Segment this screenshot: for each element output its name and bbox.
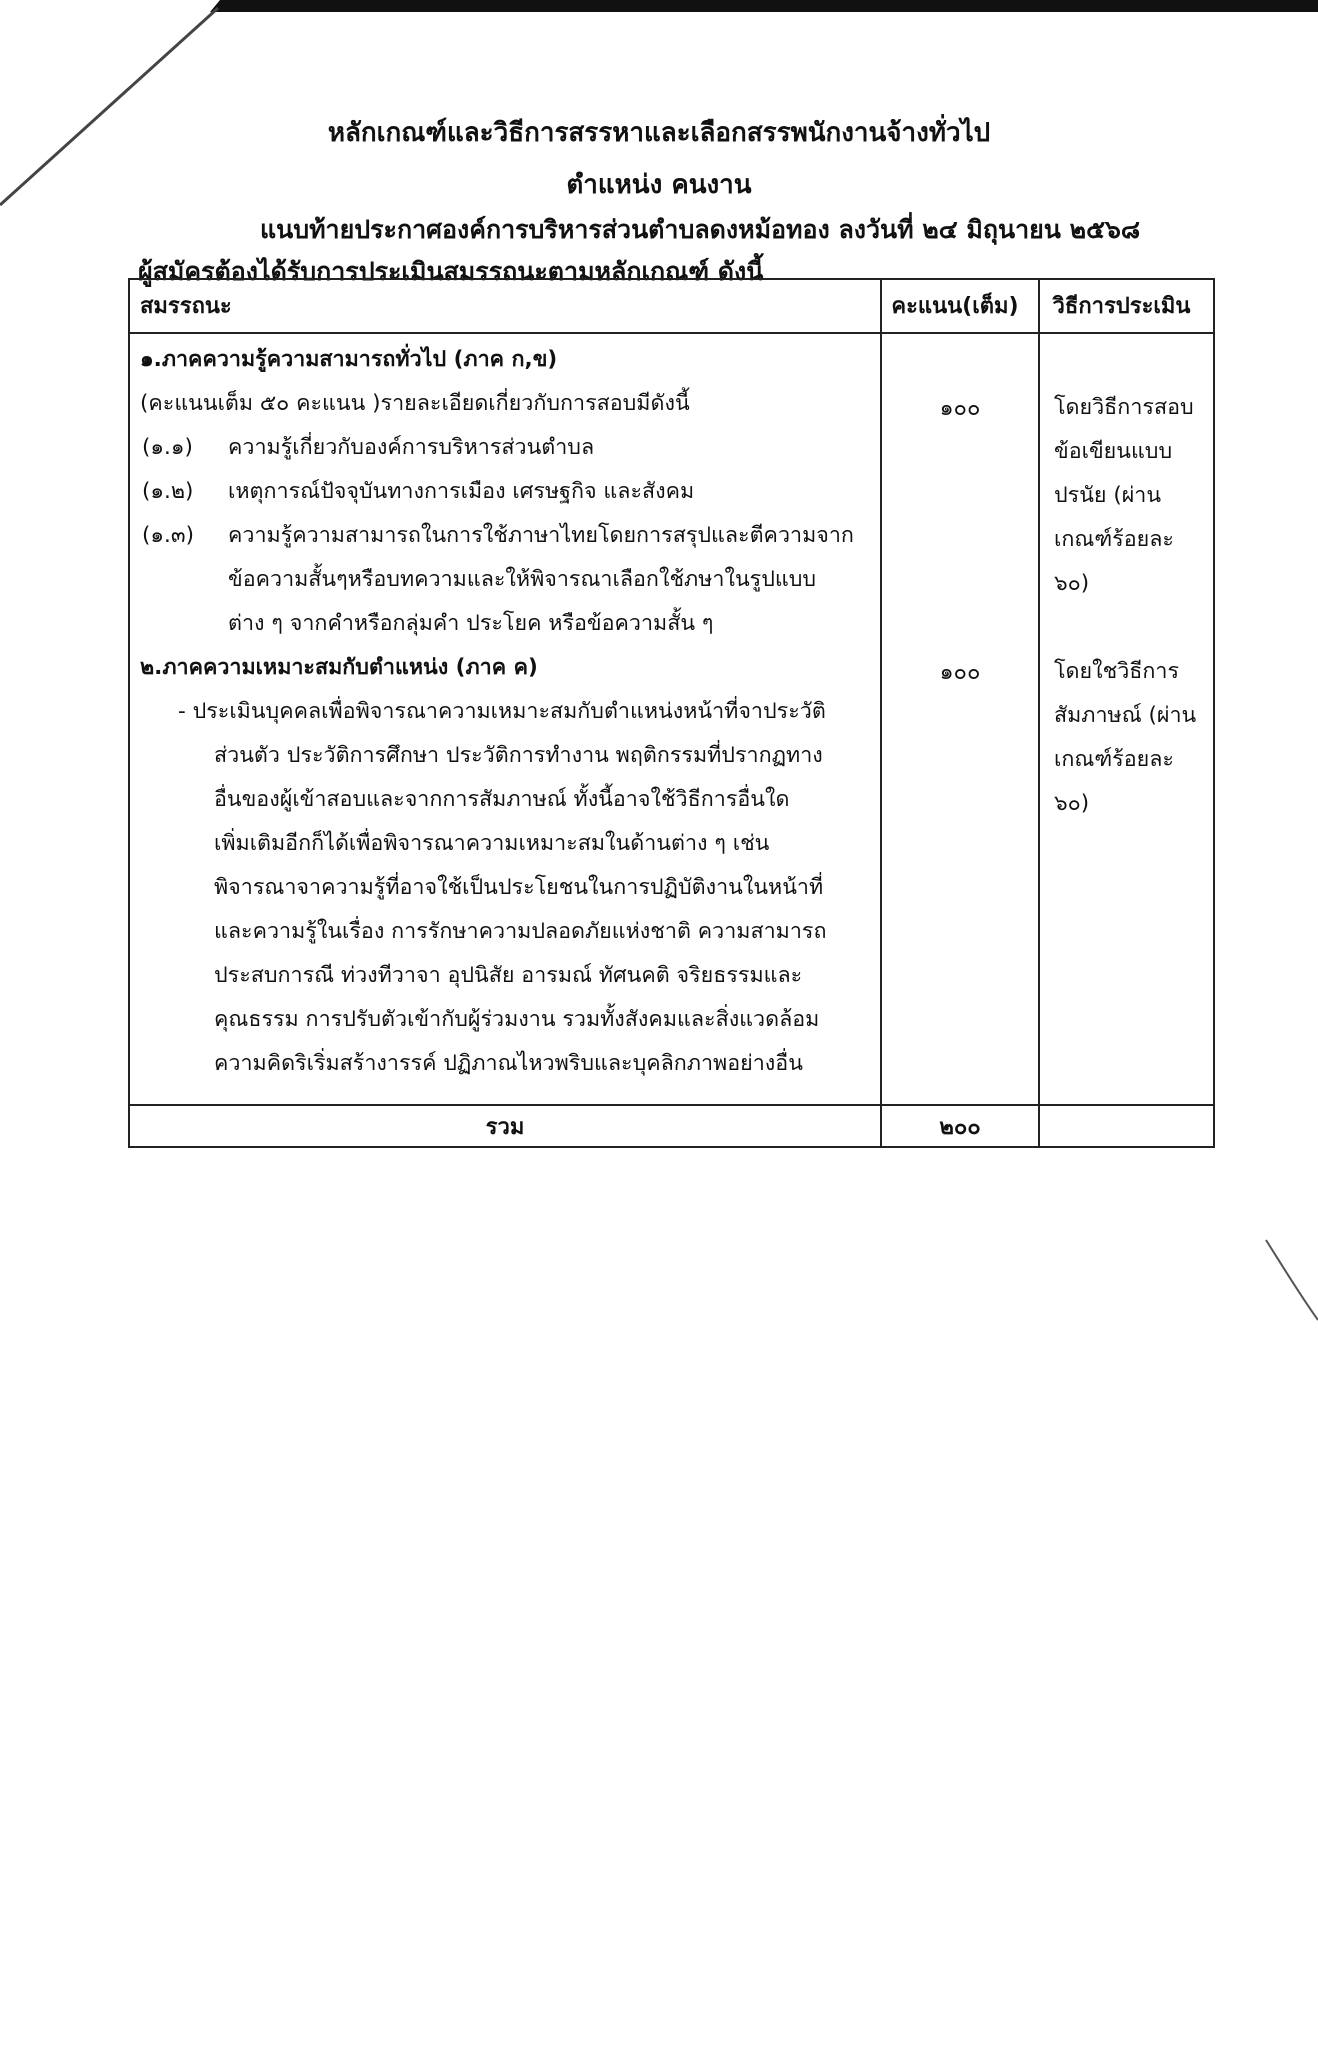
announcement-reference: แนบท้ายประกาศองค์การบริหารส่วนตำบลดงหม้อทอง ลงวันที่ ๒๔ มิถุนายน ๒๕๖๘ [260, 215, 1141, 244]
competency-table [128, 278, 1215, 1148]
total-label: รวม [129, 1105, 881, 1147]
header-competency: สมรรถนะ [129, 279, 881, 333]
section2-line: ส่วนตัว ประวัติการศึกษา ประวัติการทำงาน พฤติกรรมที่ปรากฏทาง [214, 743, 823, 768]
section2-method-line: เกณฑ์ร้อยละ [1054, 747, 1174, 772]
section1-method-line: ๖๐) [1054, 571, 1090, 596]
score-cell [881, 333, 1039, 1105]
section2-line: ความคิดริเริ่มสร้างารรค์ ปฏิภาณไหวพริบและบุคลิกภาพอย่างอื่น [214, 1051, 803, 1076]
item-text: ความรู้เกี่ยวกับองค์การบริหารส่วนตำบล [228, 435, 595, 460]
header-method: วิธีการประเมิน [1039, 279, 1214, 333]
header-full-score: คะแนน(เต็ม) [881, 279, 1039, 333]
doc-title: หลักเกณฑ์และวิธีการสรรหาและเลือกสรรพนักงานจ้างทั่วไป [327, 118, 991, 148]
competency-cell [129, 333, 881, 1105]
section2-line: - ประเมินบุคคลเพื่อพิจารณาความเหมาะสมกับตำแหน่งหน้าที่จาประวัติ [178, 699, 826, 724]
item-text-cont: ข้อความสั้นๆหรือบทความและให้พิจารณาเลือกใช้ภษาในรูปแบบ [228, 567, 816, 592]
section2-title: ๒.ภาคความเหมาะสมกับตำแหน่ง (ภาค ค) [140, 655, 538, 680]
item-number: (๑.๑) [142, 435, 193, 460]
section2-score: ๑๐๐ [939, 660, 981, 685]
section2-line: และความรู้ในเรื่อง การรักษาความปลอดภัยแห่งชาติ ความสามารถ [214, 919, 827, 944]
item-number: (๑.๒) [142, 479, 194, 504]
section1-score: ๑๐๐ [939, 396, 981, 421]
section2-method-line: ๖๐) [1054, 791, 1090, 816]
section1-method-line: ข้อเขียนแบบ [1054, 439, 1173, 464]
item-text: เหตุการณ์ปัจจุบันทางการเมือง เศรษฐกิจ และสังคม [228, 479, 695, 504]
section2-line: คุณธรรม การปรับตัวเข้ากับผู้ร่วมงาน รวมทั้งสังคมและสิ่งแวดล้อม [214, 1007, 820, 1032]
total-row [129, 1105, 1214, 1147]
item-number: (๑.๓) [142, 523, 194, 548]
section1-method-line: โดยวิธีการสอบ [1054, 395, 1194, 420]
total-score: ๒๐๐ [881, 1105, 1039, 1147]
section2-line: พิจารณาจาความรู้ที่อาจใช้เป็นประโยชนในการปฏิบัติงานในหน้าที่ [214, 875, 824, 900]
position-title: ตำแหน่ง คนงาน [566, 170, 752, 200]
section1-title: ๑.ภาคความรู้ความสามารถทั่วไป (ภาค ก,ข) [140, 347, 558, 372]
section2-method-line: สัมภาษณ์ (ผ่าน [1054, 703, 1197, 728]
method-cell [1039, 333, 1214, 1105]
section1-method-line: เกณฑ์ร้อยละ [1054, 527, 1174, 552]
total-method-empty [1039, 1105, 1214, 1147]
section2-method-line: โดยใชวิธีการ [1054, 659, 1180, 684]
item-text-cont: ต่าง ๆ จากคำหรือกลุ่มคำ ประโยค หรือข้อความสั้น ๆ [228, 611, 714, 636]
section2-line: ประสบการณี ท่วงทีวาจา อุปนิสัย อารมณ์ ทัศนคติ จริยธรรมและ [214, 963, 803, 988]
section1-desc: (คะแนนเต็ม ๕๐ คะแนน )รายละเอียดเกี่ยวกับการสอบมีดังนี้ [140, 391, 690, 416]
table-row [129, 333, 1214, 1105]
criteria-intro: ผู้สมัครต้องได้รับการประเมินสมรรถนะตามหลักเกณฑ์ ดังนี้ [138, 257, 764, 286]
section2-line: อื่นของผู้เข้าสอบและจากการสัมภาษณ์ ทั้งนี้อาจใช้วิธีการอื่นใด [214, 787, 790, 812]
section1-method-line: ปรนัย (ผ่าน [1054, 483, 1162, 508]
section2-line: เพิ่มเติมอีกก็ได้เพื่อพิจารณาความเหมาะสมในด้านต่าง ๆ เช่น [214, 831, 770, 856]
table-header-row [129, 279, 1214, 333]
item-text: ความรู้ความสามารถในการใช้ภาษาไทยโดยการสรุปและตีความจาก [228, 523, 854, 548]
